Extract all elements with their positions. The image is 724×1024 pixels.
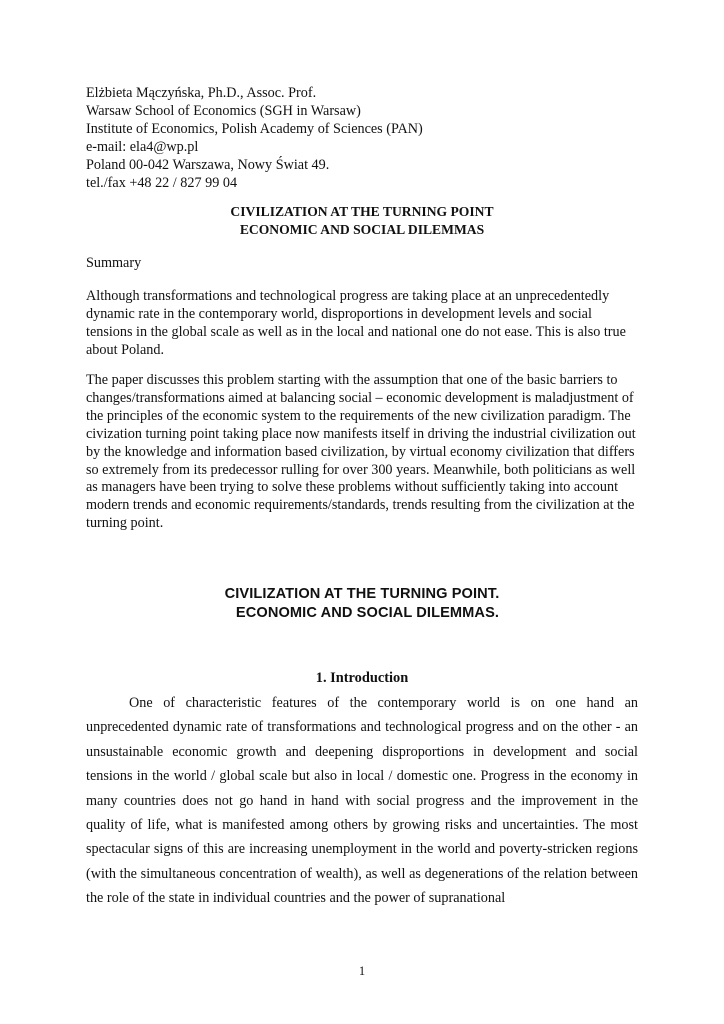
- summary-paragraph-2: The paper discusses this problem starting with the assumption that one of the basic barriers to changes/transformations aimed at balancing social – economic development is maladjustment of the principles of the economic system to the requirements of the new civilization paradigm. The civization turning point taking place now manifests itself in driving the industrial civilization out by the knowledge and information based civilization, by virtual economy civilization that differs so extremely from its predecessor rulling for over 300 years. Meanwhile, both politicians as well as managers have been trying to solve these problems without sufficiently taking into account modern trends and economic requirements/standards, trends resulting from the civilization at the turning point.: [86, 372, 636, 532]
- author-email: e-mail: ela4@wp.pl: [86, 139, 199, 155]
- main-title-line-2: ECONOMIC AND SOCIAL DILEMMAS.: [235, 605, 500, 621]
- introduction-paragraph: One of characteristic features of the contemporary world is on one hand an unprecedented dynamic rate of transformations and technological progress and on the other - an unsustainable economic growth and deepening disproportions in development and social tensions in the world / global scale but also in local / domestic one. Progress in the economy in many countries does not go hand in hand with social progress and the improvement in the quality of life, what is manifested among others by growing risks and uncertainties. The most spectacular signs of this are increasing unemployment in the world and poverty-stricken regions (with the simultaneous concentration of wealth), as well as degenerations of the relation between the role of the state in individual countries and the power of supranational: [86, 695, 638, 907]
- page-number: 1: [358, 964, 366, 978]
- paper-title-line-2: ECONOMIC AND SOCIAL DILEMMAS: [239, 222, 485, 237]
- paper-title-line-1: CIVILIZATION AT THE TURNING POINT: [230, 204, 494, 219]
- paper-title-header: [0, 203, 724, 239]
- section-heading-introduction: 1. Introduction: [315, 670, 409, 686]
- author-block: [86, 84, 423, 192]
- main-title-line-1: CIVILIZATION AT THE TURNING POINT.: [224, 586, 500, 602]
- summary-heading: Summary: [86, 255, 142, 271]
- author-phone: tel./fax +48 22 / 827 99 04: [86, 175, 238, 191]
- summary-paragraph-1: Although transformations and technological progress are taking place at an unprecedentedly dynamic rate in the contemporary world, disproportions in development levels and social tensions in the global scale as well as in the local and national one do not ease. This is also true about Poland.: [86, 288, 626, 358]
- author-name: Elżbieta Mączyńska, Ph.D., Assoc. Prof.: [86, 85, 317, 101]
- author-address: Poland 00-042 Warszawa, Nowy Świat 49.: [86, 157, 330, 173]
- main-title: [0, 585, 724, 623]
- author-affiliation-pan: Institute of Economics, Polish Academy of Sciences (PAN): [86, 121, 423, 137]
- author-affiliation-sgh: Warsaw School of Economics (SGH in Warsaw): [86, 103, 361, 119]
